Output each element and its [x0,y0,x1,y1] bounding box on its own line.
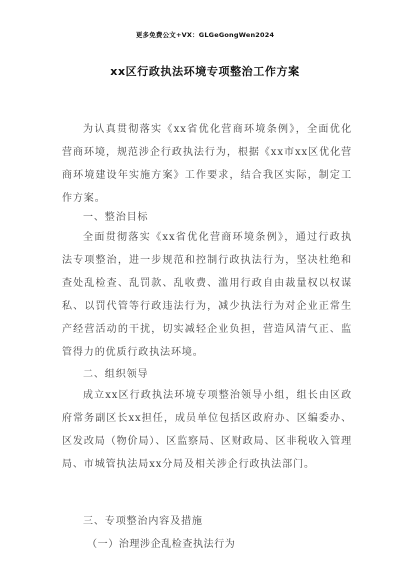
section-heading-goals: 一、整治目标 [83,212,149,223]
goals-paragraph: 全面贯彻落实《xx省优化营商环境条例》，通过行政执法专项整治，进一步规范和控制行政执法行为，坚决杜绝和查处乱检查、乱罚款、乱收费、滥用行政自由裁量权以权谋私、以罚代管等行政违法行为，减少执法行为对企业正常生产经营活动的干扰，切实减轻企业负担，营造风清气正、监管得力的优质行政执法环境。 [62,232,352,358]
organization-paragraph: 成立xx区行政执法环境专项整治领导小组，组长由区政府常务副区长xx担任，成员单位包括区政府办、区编委办、区发改局（物价局）、区监察局、区财政局、区非税收入管理局、市城管执法局xx分局及相关涉企行政执法部门。 [62,390,352,470]
section-heading-organization: 二、组织领导 [83,369,149,380]
intro-paragraph: 为认真贯彻落实《xx省优化营商环境条例》，全面优化营商环境，规范涉企行政执法行为，根据《xx市xx区优化营商环境建设年实施方案》工作要求，结合我区实际，制定工作方案。 [62,124,352,204]
section-heading-measures: 三、专项整治内容及措施 [83,516,203,527]
document-title: xx区行政执法环境专项整治工作方案 [110,65,300,78]
header-watermark: 更多免费公文+VX：GLGeGongWen2024 [135,31,275,39]
subsection-heading-inspection: （一）治理涉企乱检查执法行为 [87,539,236,550]
